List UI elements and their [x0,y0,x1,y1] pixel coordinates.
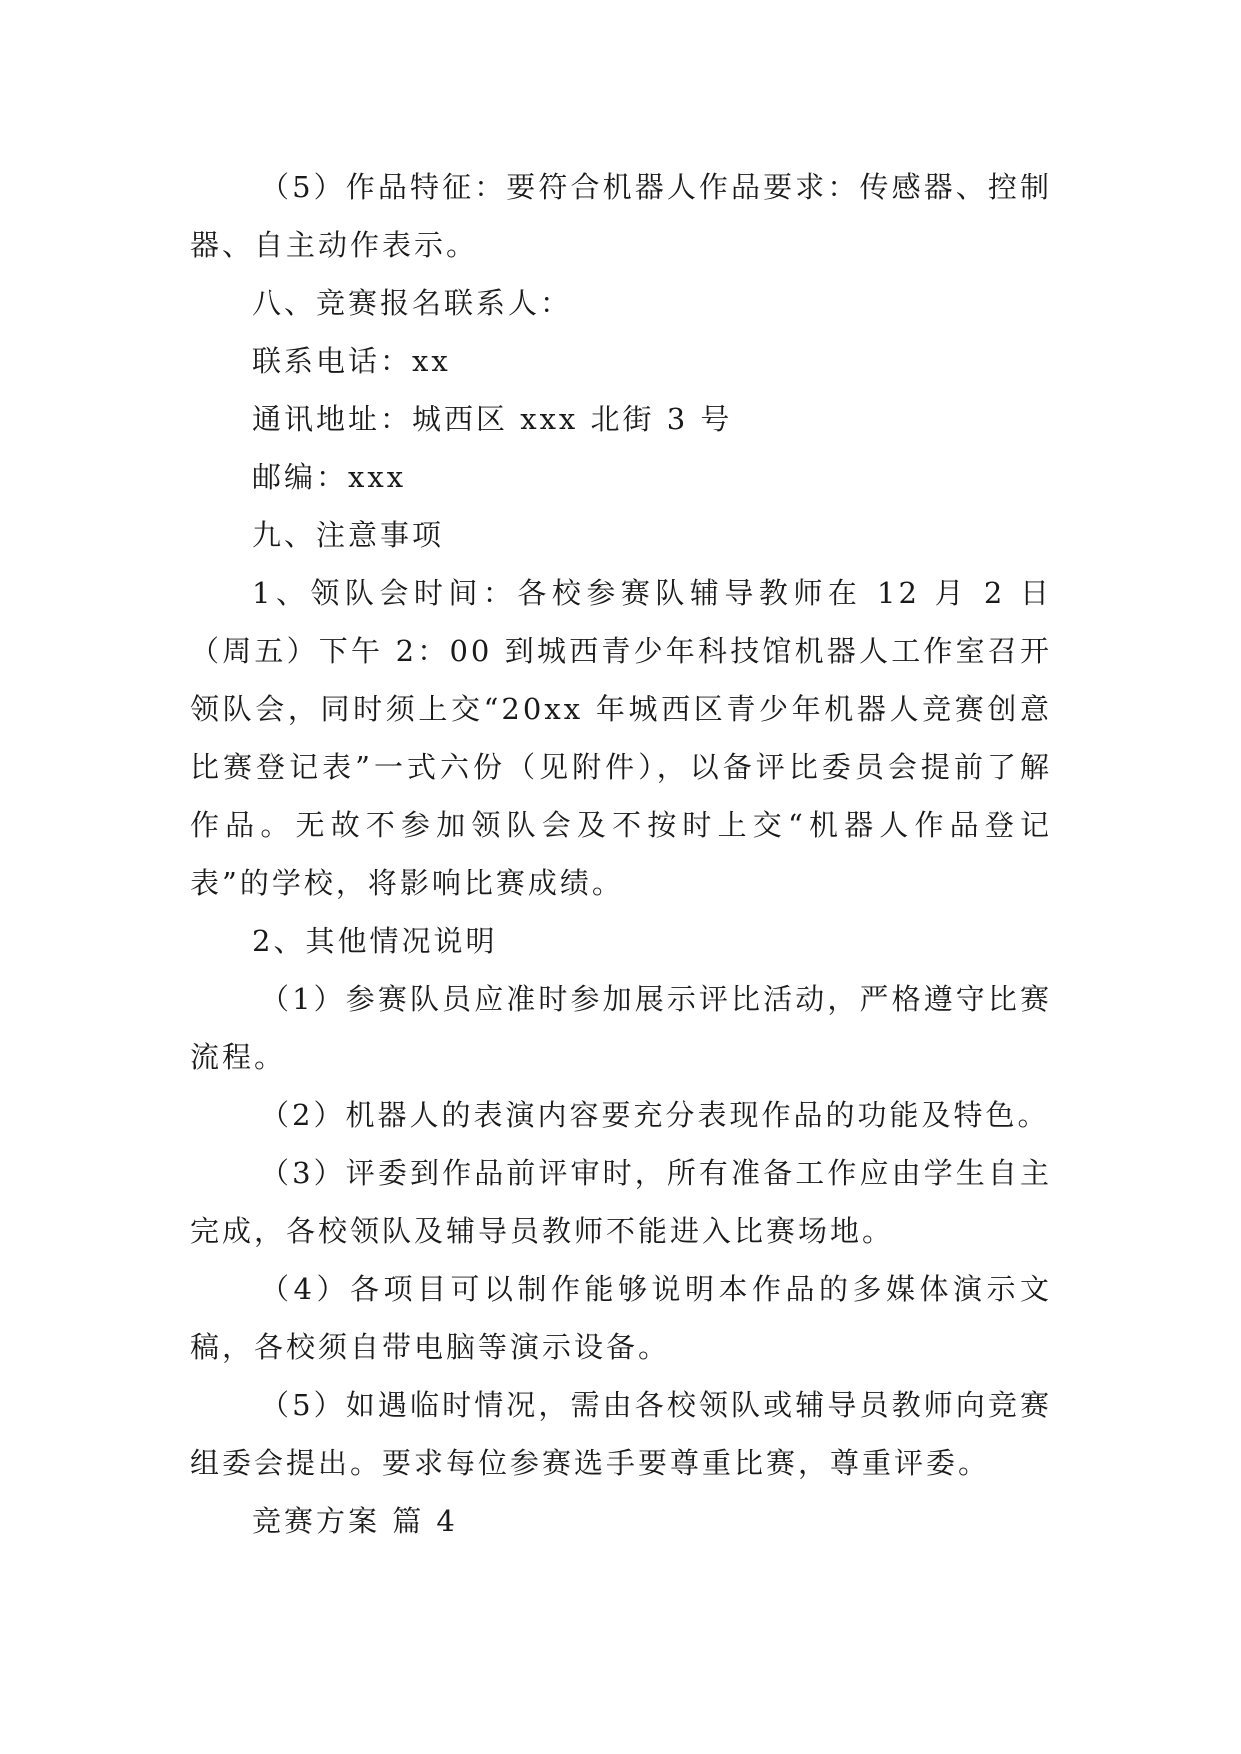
paragraph-note-1: （1）参赛队员应准时参加展示评比活动，严格遵守比赛流程。 [190,982,1052,1074]
postal-code: 邮编：xxx [252,460,407,494]
section-title-plan-4: 竞赛方案 篇 4 [252,1504,458,1538]
paragraph-note-3: （3）评委到作品前评审时，所有准备工作应由学生自主完成，各校领队及辅导员教师不能进入比赛场地。 [190,1156,1052,1248]
mailing-address: 通讯地址：城西区 xxx 北街 3 号 [252,402,733,436]
contact-phone: 联系电话：xx [252,344,451,378]
heading-notes: 九、注意事项 [252,518,445,552]
document-body [190,158,1052,1550]
paragraph-team-leader-meeting: 1、领队会时间：各校参赛队辅导教师在 12 月 2 日（周五）下午 2：00 到城西青少年科技馆机器人工作室召开领队会，同时须上交“20xx 年城西区青少年机器人竞赛创意比赛登记表”一式六份（见附件），以备评比委员会提前了解作品。无故不参加领队会及不按时上交“机器人作品登记表”的学校，将影响比赛成绩。 [190,576,1052,900]
heading-other-notes: 2、其他情况说明 [252,924,498,958]
paragraph-note-2: （2）机器人的表演内容要充分表现作品的功能及特色。 [260,1098,1050,1132]
paragraph-work-features: （5）作品特征：要符合机器人作品要求：传感器、控制器、自主动作表示。 [190,170,1052,262]
paragraph-note-5: （5）如遇临时情况，需由各校领队或辅导员教师向竞赛组委会提出。要求每位参赛选手要尊重比赛，尊重评委。 [190,1388,1052,1480]
heading-registration-contact: 八、竞赛报名联系人： [252,286,573,320]
paragraph-note-4: （4）各项目可以制作能够说明本作品的多媒体演示文稿，各校须自带电脑等演示设备。 [190,1272,1052,1364]
